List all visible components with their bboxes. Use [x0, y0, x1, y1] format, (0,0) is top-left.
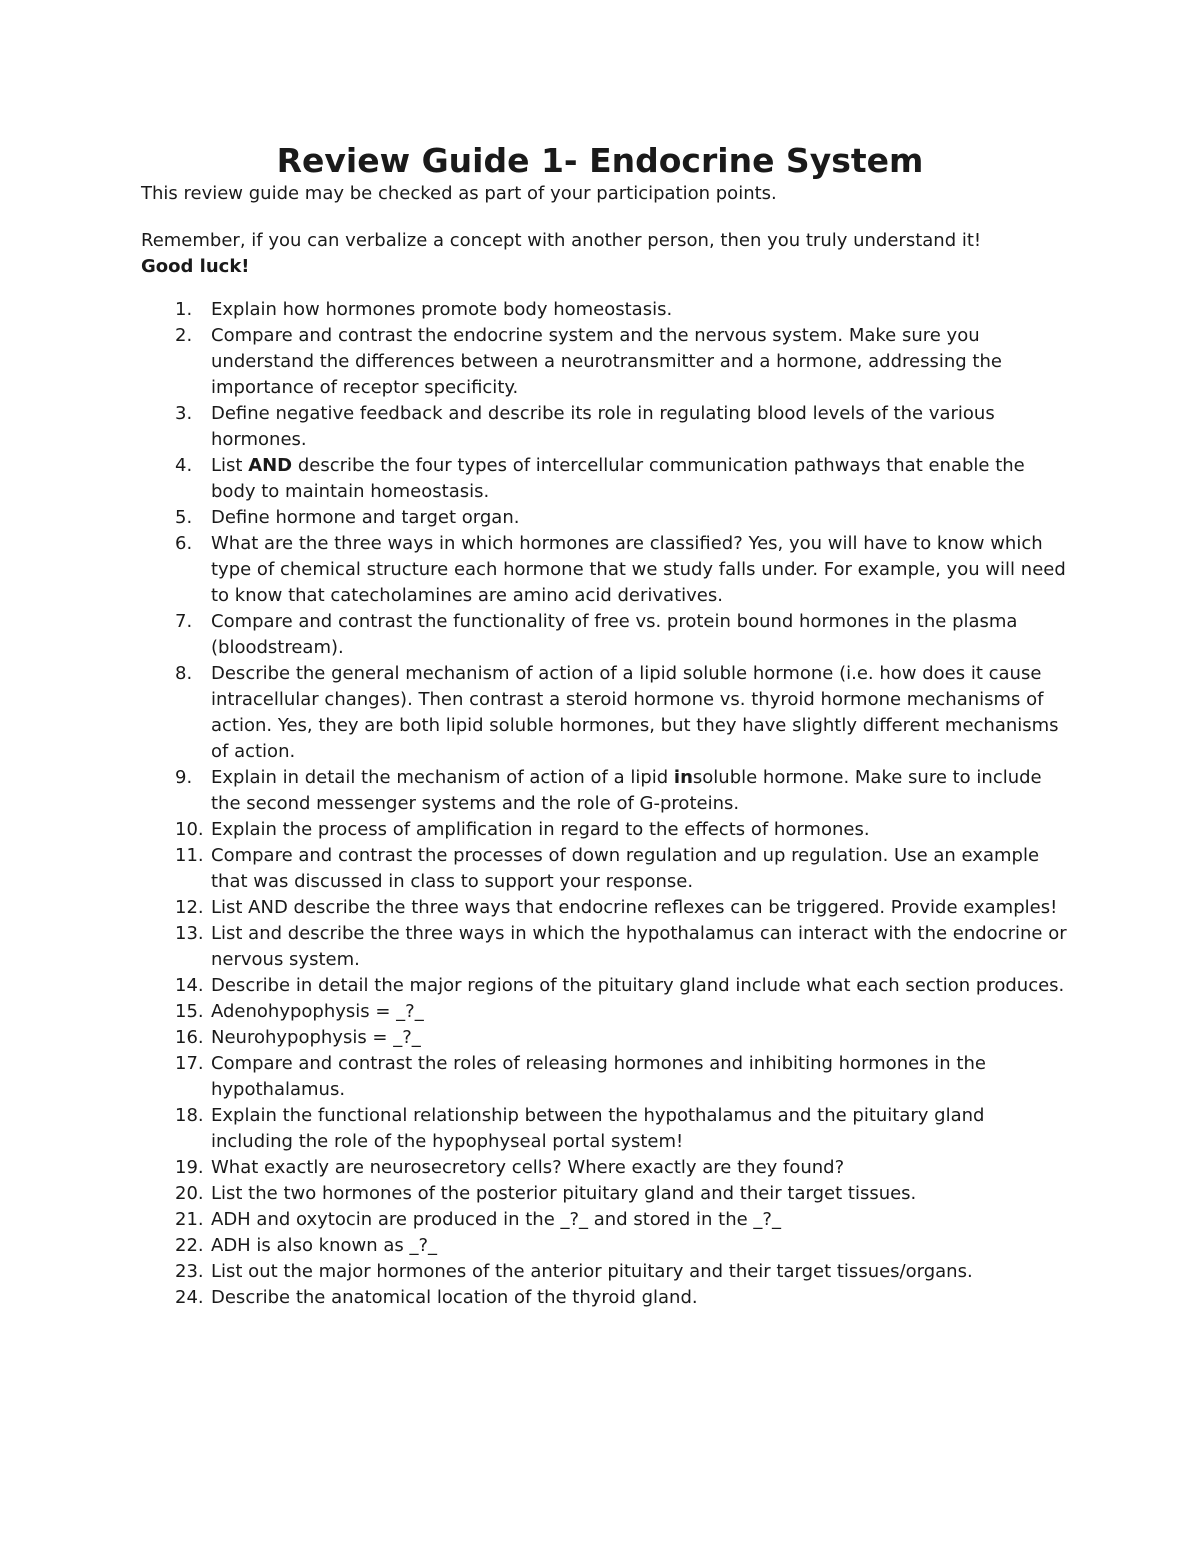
- question-item: [0, 661, 1200, 765]
- question-text: describe the four types of intercellular communication pathways that enable the body to maintain homeostasis.: [211, 455, 1025, 502]
- question-item: [0, 1285, 1200, 1311]
- question-item: [0, 1051, 1200, 1103]
- question-item: [0, 1155, 1200, 1181]
- question-text: ADH is also known as _?_: [211, 1235, 438, 1256]
- question-item: [0, 453, 1200, 505]
- question-text: Explain how hormones promote body homeostasis.: [211, 299, 673, 320]
- question-item: [0, 1233, 1200, 1259]
- question-number: 3.: [175, 403, 193, 424]
- question-item: [0, 323, 1200, 401]
- question-number: 22.: [175, 1235, 204, 1256]
- question-item: [0, 1207, 1200, 1233]
- question-text: Compare and contrast the processes of down regulation and up regulation. Use an example that was discussed in class to support your response.: [211, 845, 1040, 892]
- question-number: 2.: [175, 325, 193, 346]
- question-text: Define hormone and target organ.: [211, 507, 520, 528]
- question-item: [0, 1181, 1200, 1207]
- question-text: What are the three ways in which hormones are classified? Yes, you will have to know which type of chemical structure each hormone that we study falls under. For example, you will need to know that catecholamines are amino acid derivatives.: [211, 533, 1066, 606]
- question-number: 9.: [175, 767, 193, 788]
- question-number: 20.: [175, 1183, 204, 1204]
- question-text: List out the major hormones of the anterior pituitary and their target tissues/organs.: [211, 1261, 973, 1282]
- question-number: 23.: [175, 1261, 204, 1282]
- question-number: 12.: [175, 897, 204, 918]
- question-number: 21.: [175, 1209, 204, 1230]
- question-text: Neurohypophysis = _?_: [211, 1027, 421, 1048]
- question-item: [0, 895, 1200, 921]
- question-number: 10.: [175, 819, 204, 840]
- question-text: Describe the general mechanism of action of a lipid soluble hormone (i.e. how does it cause intracellular changes). Then contrast a steroid hormone vs. thyroid hormone mechanisms of action. Yes, they are both lipid soluble hormones, but they have slightly different mechanisms of action.: [211, 663, 1059, 762]
- question-text: soluble hormone. Make sure to include the second messenger systems and the role of G-proteins.: [211, 767, 1042, 814]
- question-text: Adenohypophysis = _?_: [211, 1001, 424, 1022]
- question-number: 8.: [175, 663, 193, 684]
- question-text: Explain in detail the mechanism of action of a lipid: [211, 767, 674, 788]
- question-emphasis: AND: [248, 455, 293, 476]
- question-number: 16.: [175, 1027, 204, 1048]
- question-text: What exactly are neurosecretory cells? Where exactly are they found?: [211, 1157, 845, 1178]
- question-number: 13.: [175, 923, 204, 944]
- question-number: 18.: [175, 1105, 204, 1126]
- question-item: [0, 999, 1200, 1025]
- question-text: Explain the functional relationship between the hypothalamus and the pituitary gland including the role of the hypophyseal portal system!: [211, 1105, 985, 1152]
- intro-participation-note: This review guide may be checked as part of your participation points.: [141, 183, 777, 204]
- question-number: 14.: [175, 975, 204, 996]
- question-number: 1.: [175, 299, 193, 320]
- question-item: [0, 921, 1200, 973]
- question-item: [0, 817, 1200, 843]
- question-number: 7.: [175, 611, 193, 632]
- question-item: [0, 973, 1200, 999]
- question-item: [0, 1025, 1200, 1051]
- question-item: [0, 1259, 1200, 1285]
- question-item: [0, 401, 1200, 453]
- question-number: 24.: [175, 1287, 204, 1308]
- page-title: Review Guide 1- Endocrine System: [276, 141, 924, 180]
- question-item: [0, 297, 1200, 323]
- question-item: [0, 843, 1200, 895]
- question-number: 19.: [175, 1157, 204, 1178]
- question-number: 15.: [175, 1001, 204, 1022]
- question-text: List the two hormones of the posterior pituitary gland and their target tissues.: [211, 1183, 917, 1204]
- intro-verbalize-note: Remember, if you can verbalize a concept with another person, then you truly understand it!: [141, 230, 982, 251]
- question-text: Compare and contrast the functionality of free vs. protein bound hormones in the plasma (bloodstream).: [211, 611, 1018, 658]
- question-text: List and describe the three ways in which the hypothalamus can interact with the endocrine or nervous system.: [211, 923, 1067, 970]
- question-text: ADH and oxytocin are produced in the _?_ and stored in the _?_: [211, 1209, 781, 1230]
- question-item: [0, 765, 1200, 817]
- question-number: 6.: [175, 533, 193, 554]
- question-number: 11.: [175, 845, 204, 866]
- question-text: Define negative feedback and describe its role in regulating blood levels of the various hormones.: [211, 403, 995, 450]
- question-item: [0, 531, 1200, 609]
- question-item: [0, 505, 1200, 531]
- question-number: 17.: [175, 1053, 204, 1074]
- question-text: Compare and contrast the roles of releasing hormones and inhibiting hormones in the hypothalamus.: [211, 1053, 986, 1100]
- question-text: Describe the anatomical location of the thyroid gland.: [211, 1287, 698, 1308]
- question-text: List: [211, 455, 249, 476]
- question-text: Describe in detail the major regions of the pituitary gland include what each section produces.: [211, 975, 1065, 996]
- question-text: List AND describe the three ways that endocrine reflexes can be triggered. Provide examples!: [211, 897, 1058, 918]
- question-emphasis: in: [673, 767, 693, 788]
- question-item: [0, 1103, 1200, 1155]
- question-text: Explain the process of amplification in regard to the effects of hormones.: [211, 819, 870, 840]
- intro-good-luck: Good luck!: [141, 256, 250, 277]
- question-text: Compare and contrast the endocrine system and the nervous system. Make sure you understand the differences between a neurotransmitter and a hormone, addressing the importance of receptor specificity.: [211, 325, 1002, 398]
- question-item: [0, 609, 1200, 661]
- question-number: 4.: [175, 455, 193, 476]
- question-list: [0, 297, 1200, 1311]
- question-number: 5.: [175, 507, 193, 528]
